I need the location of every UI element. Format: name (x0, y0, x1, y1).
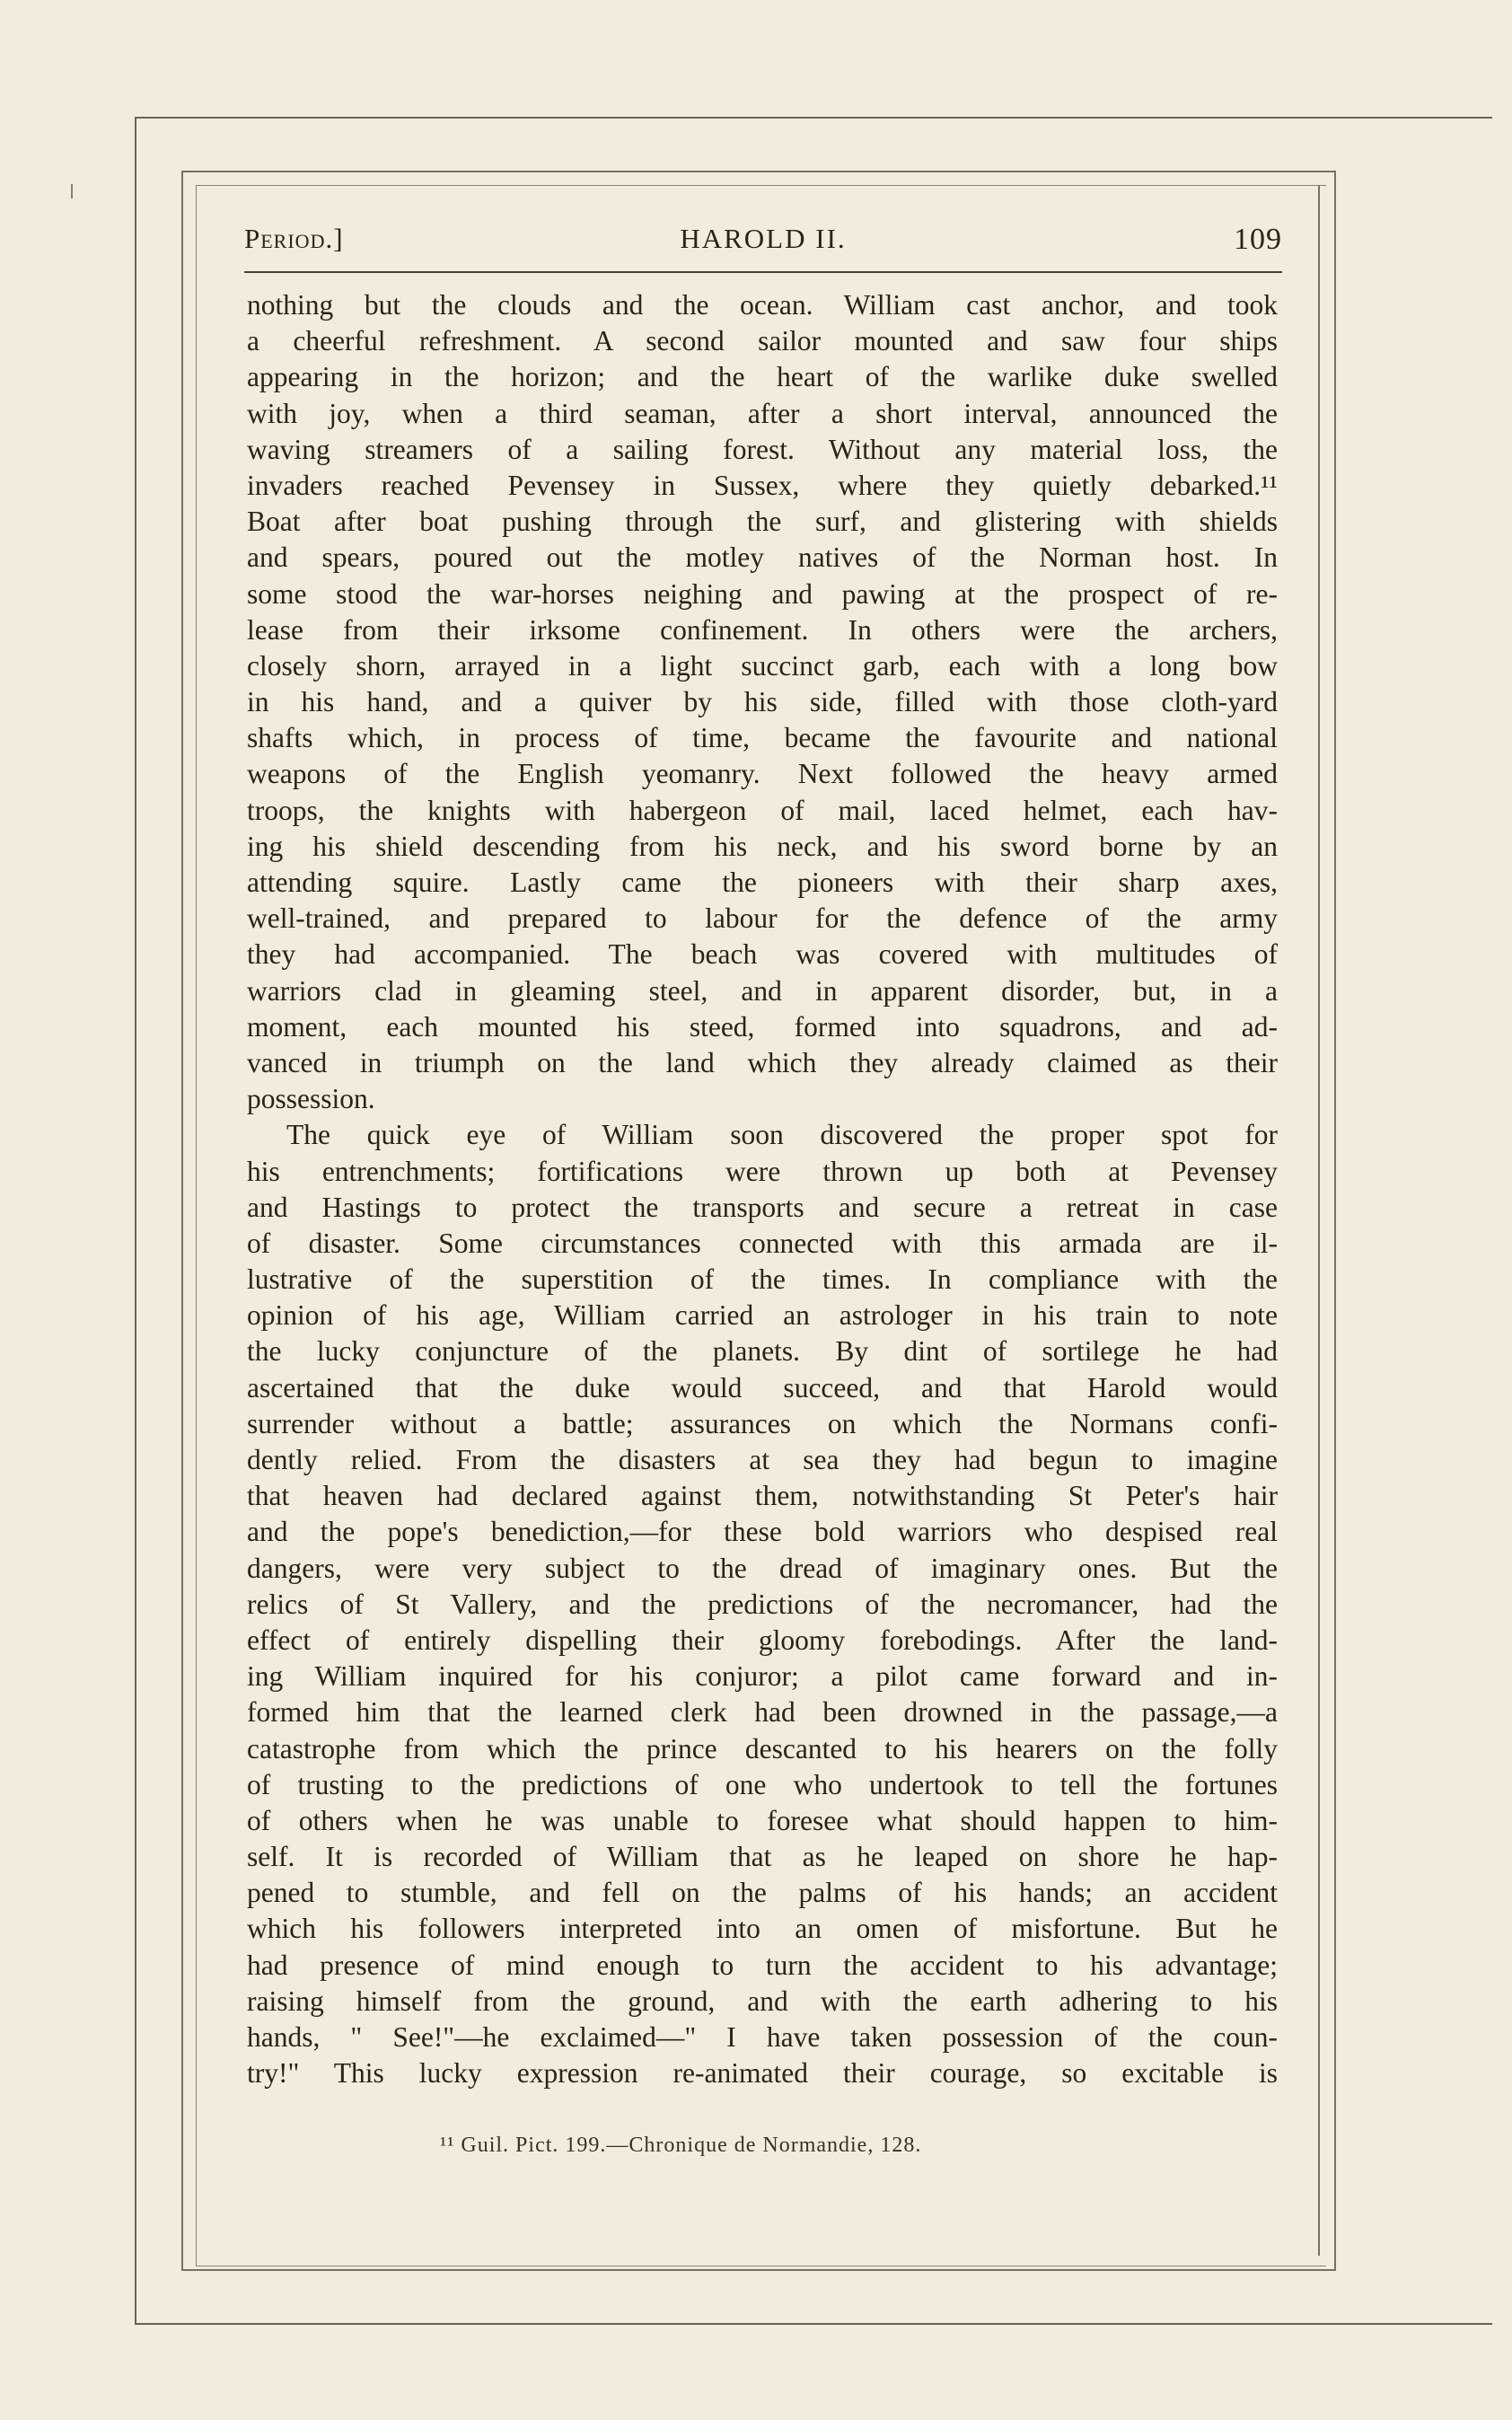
text-line: weapons of the English yeomanry. Next followed the heavy armed (247, 758, 1278, 790)
header-title: HAROLD II. (680, 223, 847, 254)
text-line: which his followers interpreted into an omen of misfortune. But he (247, 1913, 1278, 1945)
text-line: of disaster. Some circumstances connected with this armada are il- (247, 1227, 1278, 1259)
text-line: effect of entirely dispelling their gloomy forebodings. After the land- (247, 1624, 1278, 1656)
text-line: in his hand, and a quiver by his side, filled with those cloth-yard (247, 686, 1278, 718)
text-line: waving streamers of a sailing forest. Without any material loss, the (247, 433, 1278, 465)
text-line: lustrative of the superstition of the times. In compliance with the (247, 1263, 1278, 1296)
text-line: self. It is recorded of William that as he leaped on shore he hap- (247, 1841, 1278, 1873)
text-line: troops, the knights with habergeon of mail, laced helmet, each hav- (247, 794, 1278, 826)
running-header (244, 223, 1282, 259)
text-line: attending squire. Lastly came the pioneers with their sharp axes, (247, 867, 1278, 898)
text-line: pened to stumble, and fell on the palms of his hands; an accident (247, 1877, 1278, 1909)
text-line: they had accompanied. The beach was covered with multitudes of (247, 938, 1278, 971)
text-line: opinion of his age, William carried an astrologer in his train to note (247, 1299, 1278, 1332)
text-line: moment, each mounted his steed, formed into squadrons, and ad- (247, 1010, 1278, 1043)
header-rule (244, 271, 1282, 273)
text-line: dently relied. From the disasters at sea they had begun to imagine (247, 1444, 1278, 1475)
text-line: ing William inquired for his conjuror; a pilot came forward and in- (247, 1660, 1278, 1693)
text-line: lease from their irksome confinement. In others were the archers, (247, 613, 1278, 646)
margin-mark (71, 184, 73, 198)
text-line: invaders reached Pevensey in Sussex, where they quietly debarked.¹¹ (247, 469, 1278, 501)
text-line: try!" This lucky expression re-animated their courage, so excitable is (247, 2057, 1278, 2090)
text-line: and the pope's benediction,—for these bold warriors who despised real (247, 1516, 1278, 1548)
text-line: closely shorn, arrayed in a light succinct garb, each with a long bow (247, 649, 1278, 682)
text-line: well-trained, and prepared to labour for the defence of the army (247, 902, 1278, 935)
text-line: warriors clad in gleaming steel, and in apparent disorder, but, in a (247, 974, 1278, 1007)
text-line: surrender without a battle; assurances on which the Normans confi- (247, 1407, 1278, 1439)
text-line: that heaven had declared against them, notwithstanding St Peter's hair (247, 1480, 1278, 1512)
text-line: and Hastings to protect the transports and secure a retreat in case (247, 1191, 1278, 1223)
text-line: of trusting to the predictions of one who undertook to tell the fortunes (247, 1768, 1278, 1800)
text-line: a cheerful refreshment. A second sailor mounted and saw four ships (247, 325, 1278, 357)
text-line: ing his shield descending from his neck, and his sword borne by an (247, 830, 1278, 862)
text-line: possession. (247, 1083, 375, 1115)
text-line: ascertained that the duke would succeed, and that Harold would (247, 1371, 1278, 1404)
text-line: some stood the war-horses neighing and pawing at the prospect of re- (247, 577, 1278, 610)
body-text (247, 287, 1278, 2091)
text-line: had presence of mind enough to turn the accident to his advantage; (247, 1949, 1278, 1981)
text-line: shafts which, in process of time, became the favourite and national (247, 722, 1278, 754)
footnote: ¹¹ Guil. Pict. 199.—Chronique de Normandie, 128. (440, 2134, 922, 2157)
frame-right-rule (1318, 185, 1320, 2256)
header-period: Period.] (244, 223, 344, 254)
text-line: nothing but the clouds and the ocean. William cast anchor, and took (247, 289, 1278, 321)
text-line: vanced in triumph on the land which they already claimed as their (247, 1046, 1278, 1078)
text-line: catastrophe from which the prince descanted to his hearers on the folly (247, 1732, 1278, 1764)
text-line: the lucky conjuncture of the planets. By dint of sortilege he had (247, 1335, 1278, 1368)
text-line: appearing in the horizon; and the heart of the warlike duke swelled (247, 361, 1278, 393)
text-line: dangers, were very subject to the dread of imaginary ones. But the (247, 1552, 1278, 1584)
text-line: raising himself from the ground, and with the earth adhering to his (247, 1984, 1278, 2017)
text-line: of others when he was unable to foresee what should happen to him- (247, 1804, 1278, 1836)
text-line: and spears, poured out the motley natives of the Norman host. In (247, 541, 1278, 574)
text-line: hands, " See!"—he exclaimed—" I have taken possession of the coun- (247, 2021, 1278, 2053)
page-number: 109 (1234, 223, 1282, 256)
text-line: with joy, when a third seaman, after a short interval, announced the (247, 397, 1278, 429)
text-line: relics of St Vallery, and the predictions of the necromancer, had the (247, 1588, 1278, 1620)
text-line: his entrenchments; fortifications were thrown up both at Pevensey (247, 1155, 1278, 1187)
text-line: Boat after boat pushing through the surf, and glistering with shields (247, 506, 1278, 538)
text-line: formed him that the learned clerk had been drowned in the passage,—a (247, 1696, 1278, 1729)
text-line: The quick eye of William soon discovered the proper spot for (286, 1119, 1278, 1151)
